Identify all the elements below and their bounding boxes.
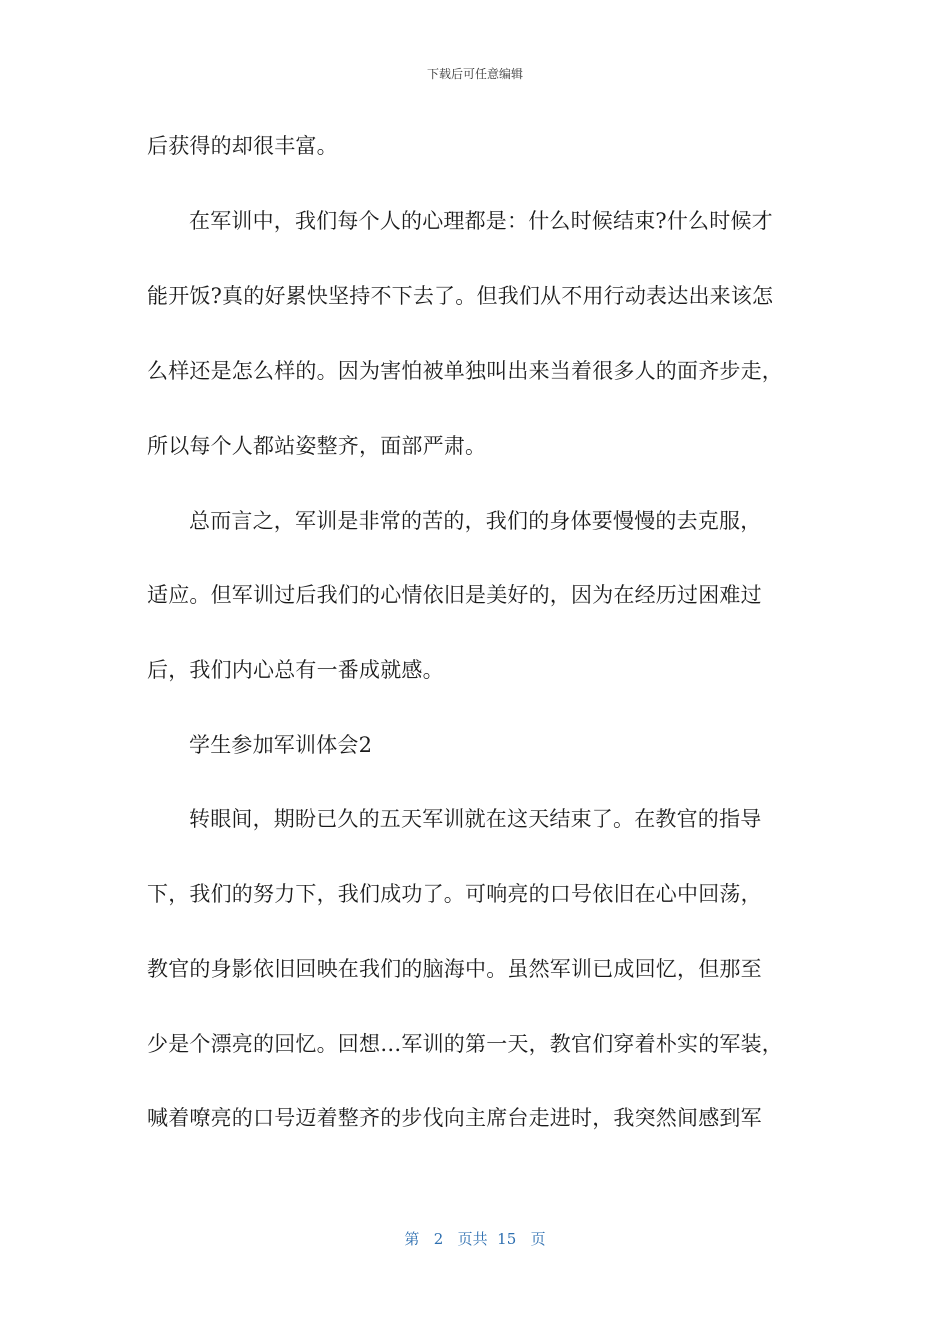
paragraph-first-line: 在军训中，我们每个人的心理都是：什么时候结束?什么时候才 bbox=[189, 209, 773, 233]
text-line: 教官的身影依旧回映在我们的脑海中。虽然军训已成回忆，但那至 bbox=[147, 957, 762, 981]
paragraph-first-line: 转眼间，期盼已久的五天军训就在这天结束了。在教官的指导 bbox=[189, 807, 762, 831]
section-heading: 学生参加军训体会2 bbox=[189, 733, 373, 757]
text-line: 喊着嘹亮的口号迈着整齐的步伐向主席台走进时，我突然间感到军 bbox=[147, 1106, 762, 1130]
footer-total-pages: 15 bbox=[497, 1230, 517, 1248]
text-line: 下，我们的努力下，我们成功了。可响亮的口号依旧在心中回荡， bbox=[147, 882, 762, 906]
footer-middle: 页共 bbox=[457, 1230, 488, 1248]
footer-suffix: 页 bbox=[530, 1230, 546, 1248]
page-footer bbox=[0, 1229, 950, 1249]
text-line: 后获得的却很丰富。 bbox=[147, 134, 338, 158]
text-line: 所以每个人都站姿整齐，面部严肃。 bbox=[147, 434, 487, 458]
text-line: 适应。但军训过后我们的心情依旧是美好的，因为在经历过困难过 bbox=[147, 583, 762, 607]
text-line: 能开饭?真的好累快坚持不下去了。但我们从不用行动表达出来该怎 bbox=[147, 284, 774, 308]
page-header-note: 下载后可任意编辑 bbox=[426, 67, 523, 81]
text-line: 少是个漂亮的回忆。回想…军训的第一天，教官们穿着朴实的军装， bbox=[147, 1032, 783, 1056]
paragraph-first-line: 总而言之，军训是非常的苦的，我们的身体要慢慢的去克服， bbox=[189, 509, 762, 533]
text-line: 后，我们内心总有一番成就感。 bbox=[147, 658, 444, 682]
footer-prefix: 第 bbox=[404, 1230, 420, 1248]
text-line: 么样还是怎么样的。因为害怕被单独叫出来当着很多人的面齐步走， bbox=[147, 359, 783, 383]
footer-page-number: 2 bbox=[433, 1230, 444, 1248]
